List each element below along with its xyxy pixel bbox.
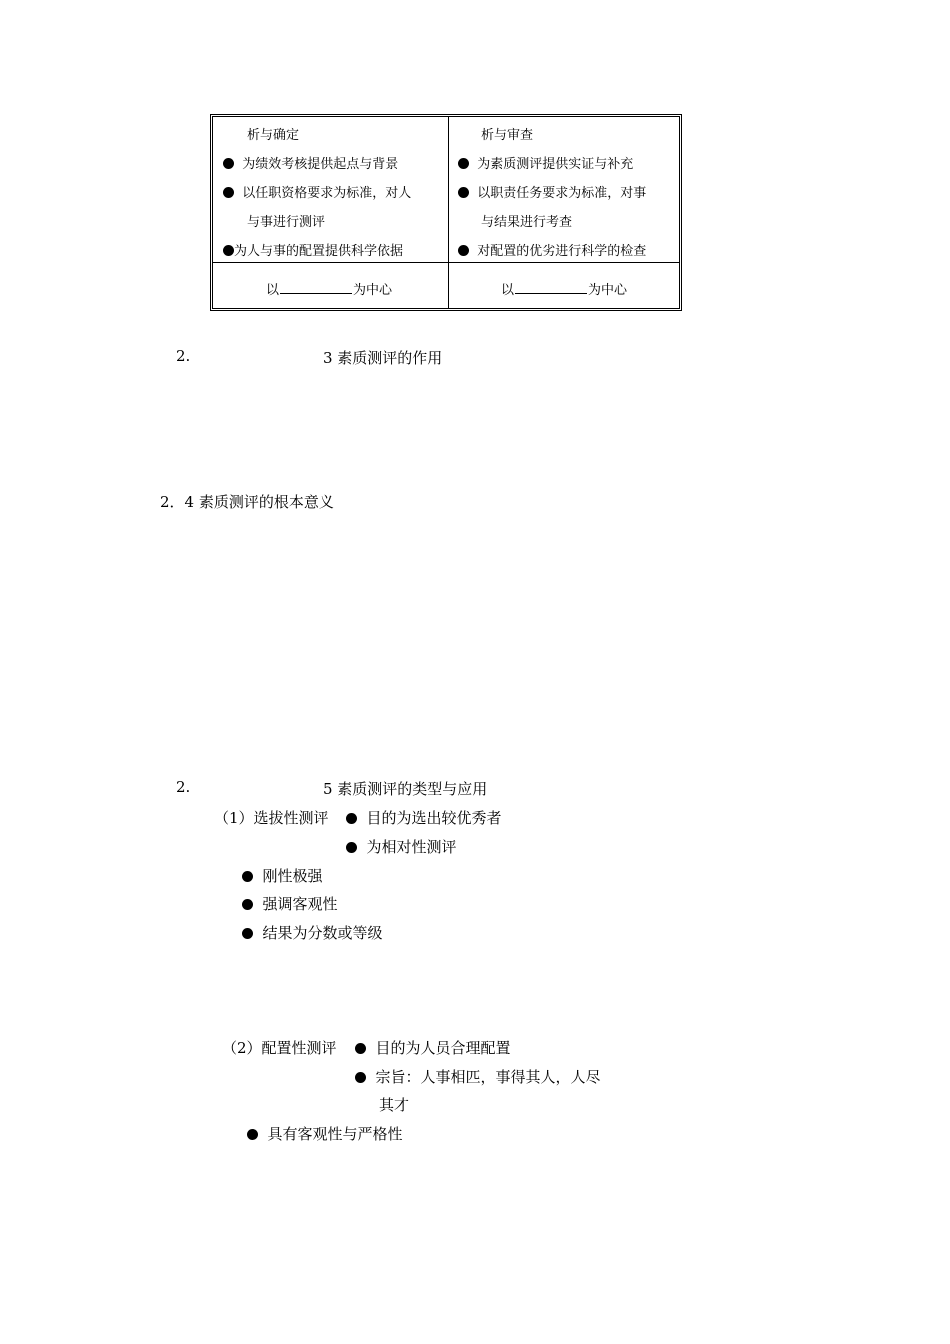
bullet-icon	[355, 1043, 366, 1054]
selection-item: 强调客观性	[242, 893, 338, 914]
left-cell-footer: 以 为中心	[266, 283, 393, 298]
left-cell-item: 为绩效考核提供起点与背景	[223, 150, 398, 179]
bullet-icon	[458, 158, 469, 169]
right-cell-item-continuation: 与结果进行考查	[481, 215, 573, 230]
selection-item: 结果为分数或等级	[242, 922, 383, 943]
bullet-icon	[242, 899, 253, 910]
bullet-icon	[223, 245, 234, 256]
right-cell-item: 以职责任务要求为标准，对事	[458, 179, 646, 208]
selection-item: 刚性极强	[242, 865, 323, 886]
allocation-label: （2）配置性测评	[222, 1039, 337, 1057]
comparison-table	[210, 114, 682, 311]
bullet-icon	[458, 245, 469, 256]
fill-in-blank	[515, 282, 587, 294]
right-cell-item: 为素质测评提供实证与补充	[458, 150, 633, 179]
left-cell-header: 析与确定	[247, 128, 300, 143]
bullet-icon	[346, 842, 357, 853]
allocation-item-continuation: 其才	[379, 1096, 410, 1114]
section-2-3-number: 2.	[176, 347, 191, 365]
bullet-icon	[346, 813, 357, 824]
left-cell-item: 以任职资格要求为标准，对人	[223, 179, 411, 208]
bullet-icon	[458, 187, 469, 198]
bullet-icon	[223, 158, 234, 169]
bullet-icon	[242, 871, 253, 882]
allocation-item: 具有客观性与严格性	[247, 1123, 403, 1144]
left-cell-item: 为人与事的配置提供科学依据	[223, 237, 403, 266]
fill-in-blank	[280, 282, 352, 294]
section-2-4-title: 2．4 素质测评的根本意义	[160, 493, 334, 511]
right-cell-footer: 以 为中心	[501, 283, 628, 298]
table-divider-vertical	[448, 117, 449, 308]
left-cell-item-continuation: 与事进行测评	[247, 215, 326, 230]
bullet-icon	[355, 1072, 366, 1083]
right-cell-item: 对配置的优劣进行科学的检查	[458, 237, 646, 266]
selection-label: （1）选拔性测评	[214, 809, 329, 827]
allocation-item: 目的为人员合理配置	[355, 1037, 511, 1058]
selection-item: 目的为选出较优秀者	[346, 807, 502, 828]
bullet-icon	[247, 1129, 258, 1140]
right-cell-header: 析与审查	[481, 128, 534, 143]
bullet-icon	[223, 187, 234, 198]
section-2-5-number: 2.	[176, 778, 191, 796]
bullet-icon	[242, 928, 253, 939]
section-2-5-title: 5 素质测评的类型与应用	[323, 780, 488, 798]
section-2-3-title: 3 素质测评的作用	[323, 349, 443, 367]
selection-item: 为相对性测评	[346, 836, 457, 857]
allocation-item: 宗旨：人事相匹，事得其人，人尽	[355, 1066, 601, 1087]
